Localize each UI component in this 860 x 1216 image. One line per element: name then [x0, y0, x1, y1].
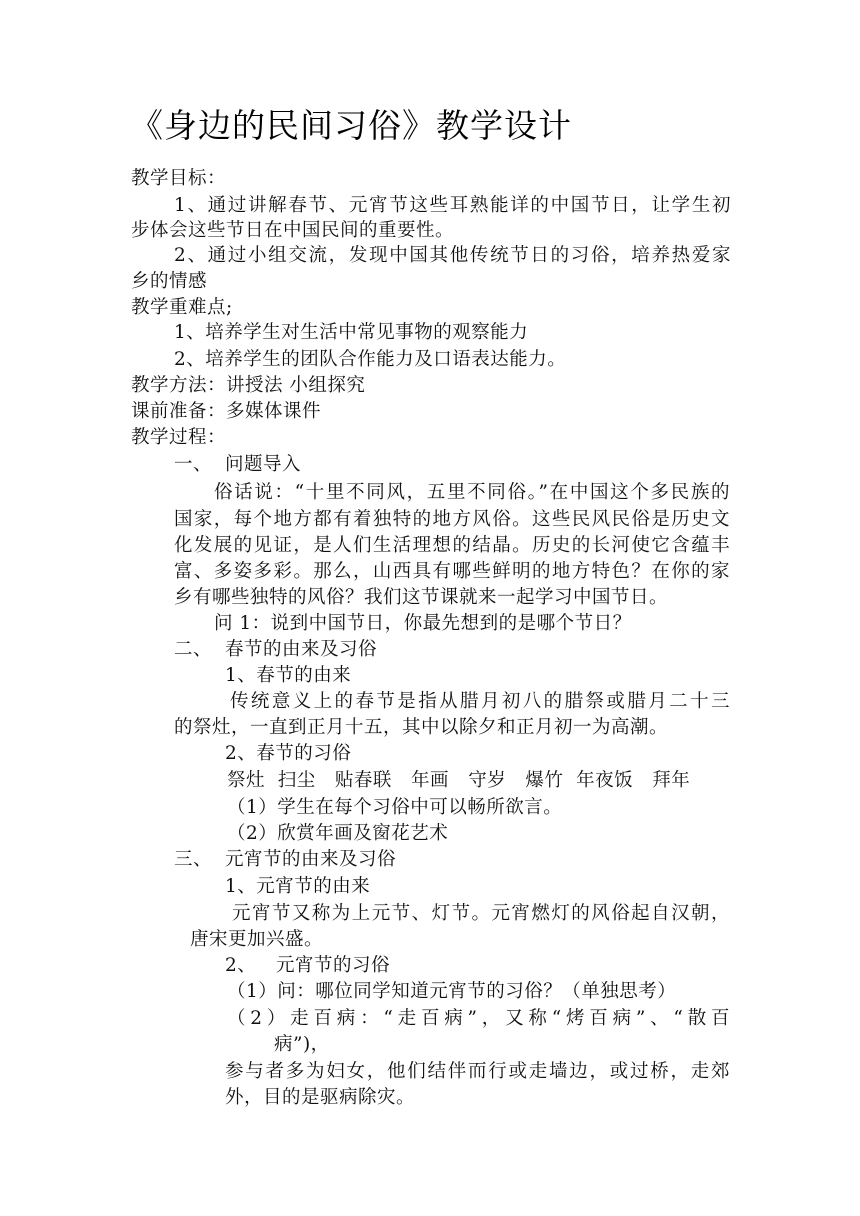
- section-2-subheading-2: 2、春节的习俗: [225, 743, 352, 764]
- section-3-title: 元宵节的由来及习俗: [225, 849, 397, 870]
- section-3-subheading-1: 1、元宵节的由来: [225, 876, 371, 897]
- spring-festival-customs: 祭灶 扫尘 贴春联 年画 守岁 爆竹 年夜饭 拜年: [227, 770, 691, 791]
- section-3-paragraph-line: 参与者多为妇女，他们结伴而行或走墙边，或过桥，走郊: [225, 1061, 730, 1082]
- goal-1-line-1: 1、通过讲解春节、元宵节这些耳熟能详的中国节日，让学生初: [174, 195, 731, 216]
- section-3-paragraph-line: 唐宋更加兴盛。: [190, 929, 324, 950]
- section-3-item-2-line-2: 病”)，: [274, 1034, 330, 1055]
- section-3-subheading-2-number: 2、: [225, 955, 257, 976]
- goal-1-line-2: 步体会这些节日在中国民间的重要性。: [131, 220, 455, 241]
- section-2-paragraph-line: 传统意义上的春节是指从腊月初八的腊祭或腊月二十三: [230, 691, 730, 712]
- section-1-paragraph-line: 化发展的见证，是人们生活理想的结晶。历史的长河使它含蕴丰: [174, 535, 730, 556]
- section-3-number: 三、: [174, 849, 213, 870]
- teaching-method: 教学方法：讲授法 小组探究: [131, 375, 366, 396]
- section-2-title: 春节的由来及习俗: [225, 639, 378, 660]
- section-1-paragraph-line: 俗话说：“十里不同风，五里不同俗。”在中国这个多民族的: [214, 482, 730, 503]
- section-1-title: 问题导入: [225, 454, 302, 475]
- section-3-item-1: （1）问：哪位同学知道元宵节的习俗？（单独思考）: [227, 981, 677, 1002]
- key-point-1: 1、培养学生对生活中常见事物的观察能力: [174, 322, 529, 343]
- section-2-subheading-1: 1、春节的由来: [225, 665, 352, 686]
- section-2-number: 二、: [174, 639, 213, 660]
- section-1-paragraph-line: 乡有哪些独特的风俗？我们这节课就来一起学习中国节日。: [174, 587, 669, 608]
- section-3-subheading-2-title: 元宵节的习俗: [276, 955, 391, 976]
- section-2-item-2: （2）欣赏年画及窗花艺术: [227, 823, 449, 844]
- key-point-2: 2、培养学生的团队合作能力及口语表达能力。: [174, 349, 567, 370]
- section-1-paragraph-line: 富、多姿多彩。那么，山西具有哪些鲜明的地方特色？在你的家: [174, 561, 730, 582]
- section-1-paragraph-line: 国家，每个地方都有着独特的地方风俗。这些民风民俗是历史文: [174, 509, 730, 530]
- class-preparation: 课前准备：多媒体课件: [131, 401, 322, 422]
- section-2-paragraph-line: 的祭灶，一直到正月十五，其中以除夕和正月初一为高潮。: [174, 717, 669, 738]
- goal-2-line-1: 2、通过小组交流，发现中国其他传统节日的习俗，培养热爱家: [174, 245, 731, 266]
- section-3-paragraph-line: 外，目的是驱病除灾。: [225, 1087, 416, 1108]
- process-heading: 教学过程：: [131, 427, 227, 448]
- section-1-number: 一、: [174, 454, 213, 475]
- key-points-heading: 教学重难点;: [131, 297, 233, 318]
- section-2-item-1: （1）学生在每个习俗中可以畅所欲言。: [227, 797, 563, 818]
- page-title: 《身边的民间习俗》教学设计: [130, 106, 572, 145]
- section-1-question: 问 1：说到中国节日，你最先想到的是哪个节日？: [214, 613, 632, 634]
- goals-heading: 教学目标：: [131, 168, 227, 189]
- section-3-item-2-line-1: （2）走百病：“走百病”，又称“烤百病”、“散百: [227, 1008, 730, 1029]
- section-3-paragraph-line: 元宵节又称为上元节、灯节。元宵燃灯的风俗起自汉朝，: [232, 903, 730, 924]
- goal-2-line-2: 乡的情感: [131, 271, 208, 292]
